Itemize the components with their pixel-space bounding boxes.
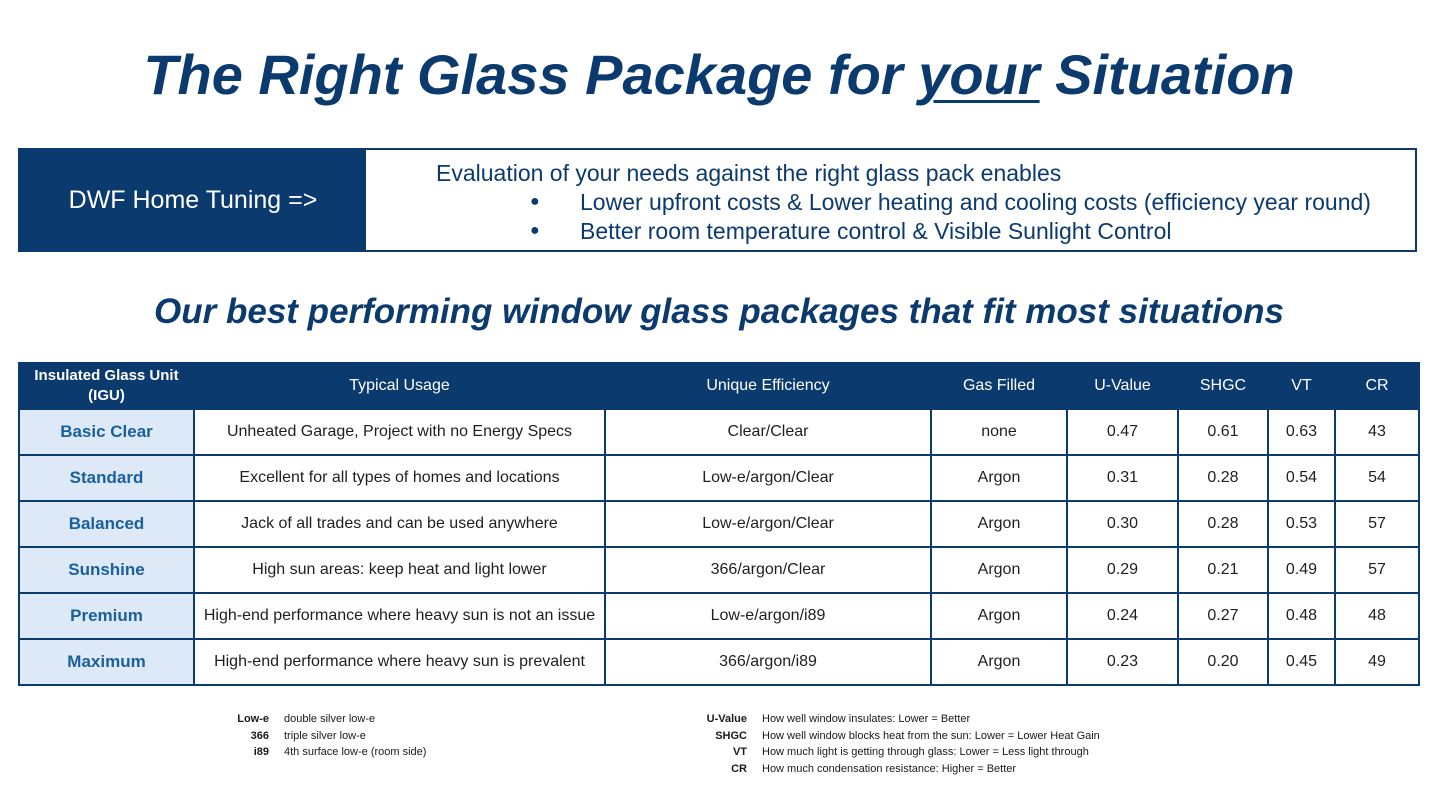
glass-type-legend bbox=[228, 711, 426, 761]
cell-vt: 0.54 bbox=[1268, 455, 1335, 501]
cell-u-value: 0.24 bbox=[1067, 593, 1178, 639]
cell-gas-filled: Argon bbox=[931, 593, 1067, 639]
legend-value: 4th surface low-e (room side) bbox=[284, 746, 427, 758]
cell-shgc: 0.27 bbox=[1178, 593, 1268, 639]
section-subtitle: Our best performing window glass packages that fit most situations bbox=[154, 292, 1284, 331]
cell-gas-filled: none bbox=[931, 409, 1067, 455]
cell-u-value: 0.29 bbox=[1067, 547, 1178, 593]
table-row bbox=[19, 501, 1419, 547]
legend-value: How well window insulates: Lower = Better bbox=[762, 713, 971, 725]
cell-cr: 49 bbox=[1335, 639, 1419, 685]
table-row bbox=[19, 547, 1419, 593]
legend-key: U-Value bbox=[706, 713, 747, 725]
legend-key: CR bbox=[731, 762, 747, 775]
home-tuning-bullet-text: Better room temperature control & Visible Sunlight Control bbox=[580, 218, 1172, 244]
home-tuning-label: DWF Home Tuning => bbox=[20, 150, 366, 250]
cell-igu-name: Premium bbox=[19, 593, 194, 639]
cell-vt: 0.45 bbox=[1268, 639, 1335, 685]
cell-shgc: 0.20 bbox=[1178, 639, 1268, 685]
glass-package-table bbox=[18, 362, 1420, 686]
legend-row bbox=[700, 761, 1100, 778]
cell-unique-efficiency: Clear/Clear bbox=[605, 409, 931, 455]
cell-igu-name: Sunshine bbox=[19, 547, 194, 593]
legend-key: VT bbox=[732, 746, 747, 758]
cell-cr: 54 bbox=[1335, 455, 1419, 501]
home-tuning-box bbox=[18, 148, 1417, 252]
header-shgc: SHGC bbox=[1178, 363, 1268, 409]
cell-u-value: 0.31 bbox=[1067, 455, 1178, 501]
legend-value: triple silver low-e bbox=[284, 729, 366, 742]
legend-value: double silver low-e bbox=[284, 713, 376, 725]
page-title bbox=[0, 40, 1438, 110]
cell-typical-usage: High-end performance where heavy sun is prevalent bbox=[194, 639, 605, 685]
cell-typical-usage: High sun areas: keep heat and light lower bbox=[194, 547, 605, 593]
legend-key: i89 bbox=[253, 746, 269, 758]
cell-gas-filled: Argon bbox=[931, 547, 1067, 593]
cell-gas-filled: Argon bbox=[931, 639, 1067, 685]
cell-shgc: 0.61 bbox=[1178, 409, 1268, 455]
header-vt: VT bbox=[1268, 363, 1335, 409]
cell-igu-name: Maximum bbox=[19, 639, 194, 685]
cell-gas-filled: Argon bbox=[931, 501, 1067, 547]
cell-vt: 0.49 bbox=[1268, 547, 1335, 593]
cell-unique-efficiency: Low-e/argon/i89 bbox=[605, 593, 931, 639]
title-before: The Right Glass Package for bbox=[143, 43, 919, 106]
header-cr: CR bbox=[1335, 363, 1419, 409]
bullet-icon: ● bbox=[530, 193, 540, 210]
cell-shgc: 0.28 bbox=[1178, 455, 1268, 501]
legend-key: Low-e bbox=[237, 713, 269, 725]
legend-row bbox=[700, 744, 1100, 761]
legend-row bbox=[228, 744, 426, 761]
cell-typical-usage: Excellent for all types of homes and locations bbox=[194, 455, 605, 501]
table-row bbox=[19, 409, 1419, 455]
table-row bbox=[19, 593, 1419, 639]
cell-typical-usage: High-end performance where heavy sun is not an issue bbox=[194, 593, 605, 639]
legend-row bbox=[700, 711, 1100, 728]
cell-igu-name: Basic Clear bbox=[19, 409, 194, 455]
cell-igu-name: Balanced bbox=[19, 501, 194, 547]
table-header-row bbox=[19, 363, 1419, 409]
cell-cr: 43 bbox=[1335, 409, 1419, 455]
cell-igu-name: Standard bbox=[19, 455, 194, 501]
table-row bbox=[19, 639, 1419, 685]
cell-typical-usage: Jack of all trades and can be used anywhere bbox=[194, 501, 605, 547]
header-igu: Insulated Glass Unit (IGU) bbox=[19, 363, 194, 409]
legend-row bbox=[228, 711, 426, 728]
cell-u-value: 0.47 bbox=[1067, 409, 1178, 455]
cell-shgc: 0.21 bbox=[1178, 547, 1268, 593]
header-gas-filled: Gas Filled bbox=[931, 363, 1067, 409]
header-unique-efficiency: Unique Efficiency bbox=[605, 363, 931, 409]
table-row bbox=[19, 455, 1419, 501]
cell-vt: 0.48 bbox=[1268, 593, 1335, 639]
cell-cr: 48 bbox=[1335, 593, 1419, 639]
cell-cr: 57 bbox=[1335, 501, 1419, 547]
bullet-icon: ● bbox=[530, 222, 540, 239]
rating-legend bbox=[700, 711, 1100, 777]
header-u-value: U-Value bbox=[1067, 363, 1178, 409]
cell-u-value: 0.30 bbox=[1067, 501, 1178, 547]
home-tuning-intro: Evaluation of your needs against the right glass pack enables bbox=[436, 160, 1062, 186]
legend-value: How much condensation resistance: Higher = Better bbox=[762, 762, 1017, 775]
legend-row bbox=[700, 728, 1100, 745]
title-emphasis: your bbox=[918, 43, 1040, 106]
cell-unique-efficiency: Low-e/argon/Clear bbox=[605, 501, 931, 547]
cell-unique-efficiency: 366/argon/Clear bbox=[605, 547, 931, 593]
cell-unique-efficiency: 366/argon/i89 bbox=[605, 639, 931, 685]
legend-value: How well window blocks heat from the sun: Lower = Lower Heat Gain bbox=[762, 729, 1100, 742]
cell-unique-efficiency: Low-e/argon/Clear bbox=[605, 455, 931, 501]
cell-vt: 0.63 bbox=[1268, 409, 1335, 455]
cell-cr: 57 bbox=[1335, 547, 1419, 593]
legend-key: 366 bbox=[250, 729, 269, 742]
home-tuning-body bbox=[366, 150, 1415, 250]
legend-value: How much light is getting through glass: Lower = Less light through bbox=[762, 746, 1089, 758]
cell-shgc: 0.28 bbox=[1178, 501, 1268, 547]
legend-key: SHGC bbox=[715, 729, 747, 742]
table-body bbox=[19, 409, 1419, 685]
cell-gas-filled: Argon bbox=[931, 455, 1067, 501]
title-after: Situation bbox=[1039, 43, 1295, 106]
home-tuning-bullet-text: Lower upfront costs & Lower heating and cooling costs (efficiency year round) bbox=[580, 189, 1371, 215]
cell-vt: 0.53 bbox=[1268, 501, 1335, 547]
legend-row bbox=[228, 728, 426, 745]
cell-u-value: 0.23 bbox=[1067, 639, 1178, 685]
cell-typical-usage: Unheated Garage, Project with no Energy Specs bbox=[194, 409, 605, 455]
header-typical-usage: Typical Usage bbox=[194, 363, 605, 409]
